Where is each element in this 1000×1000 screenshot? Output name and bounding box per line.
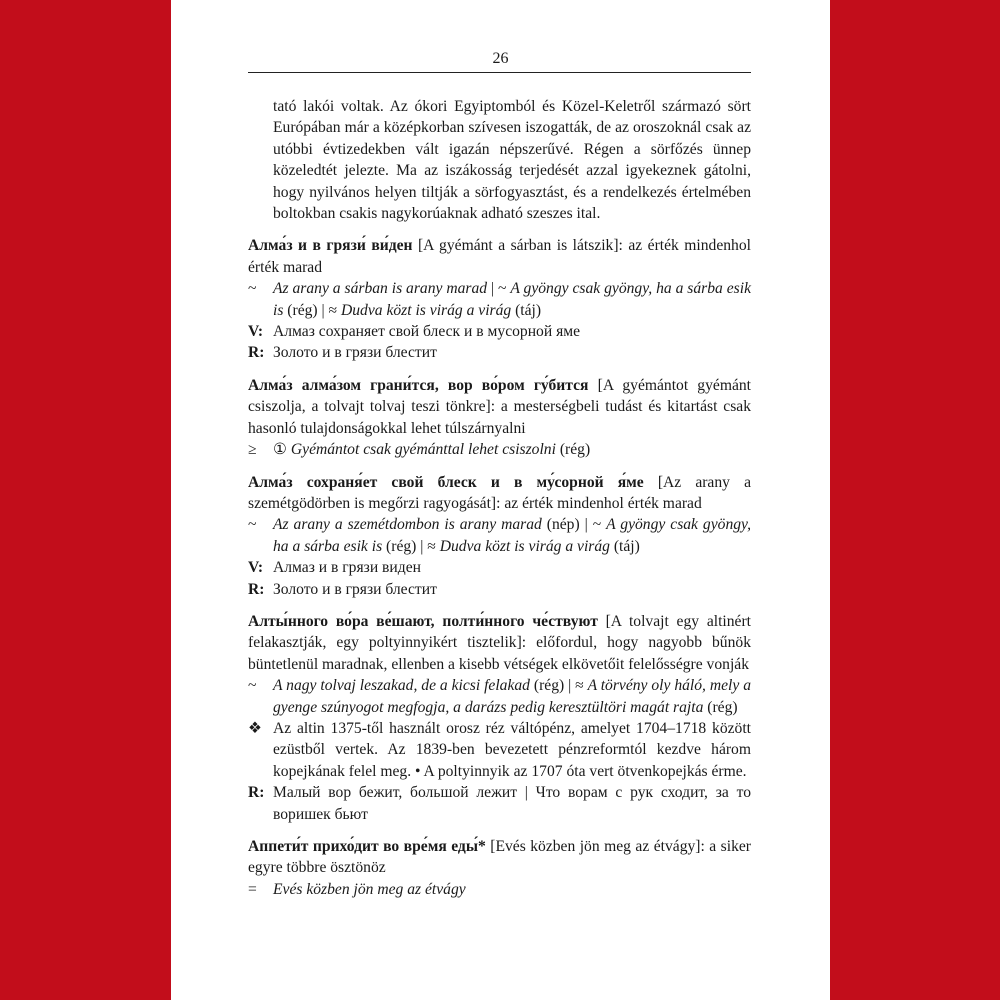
entry-line-text	[273, 557, 751, 578]
plain-text: (rég) | ≈	[529, 677, 588, 695]
italic-text: Gyémántot csak gyémánttal lehet csiszolni	[290, 441, 556, 459]
plain-text: Az altin 1375-től használt orosz réz váltópénz, amelyet 1704–1718 között ezüstből vertek. Az 1839-ben bevezetett pénzreformtól kezdve három kopejkának felel meg. • A poltyinnyik az 1707 óta vert ötvenkopejkás érme.	[273, 719, 751, 780]
entry-definition: [Evés közben jön meg az étvágy]: a siker egyre többre ösztönöz	[248, 838, 751, 877]
plain-text: (táj)	[609, 537, 640, 555]
italic-text: Dudva közt is virág a virág	[439, 537, 610, 555]
italic-text: Evés közben jön meg az étvágy	[273, 880, 466, 898]
italic-text: Az arany a szemétdombon is arany marad	[273, 516, 542, 534]
dictionary-entry	[248, 611, 751, 825]
entry-heading	[248, 611, 751, 675]
header-rule	[248, 72, 751, 73]
entry-line	[248, 278, 751, 321]
plain-text: (rég)	[703, 698, 738, 716]
entry-line-text	[273, 439, 751, 460]
dictionary-entry	[248, 375, 751, 461]
plain-text: ①	[273, 441, 291, 459]
entry-headword: Алма́з сохраня́ет свой блеск и в му́сорной я́ме	[248, 473, 644, 491]
dictionary-entry	[248, 836, 751, 900]
entry-line	[248, 879, 751, 900]
entry-line	[248, 321, 751, 342]
italic-text: Dudva közt is virág a virág	[340, 301, 512, 319]
entry-line	[248, 718, 751, 782]
plain-text: (nép) | ~	[541, 516, 607, 534]
plain-text: Золото и в грязи блестит	[273, 580, 437, 598]
entry-definition: [A gyémánt a sárban is látszik]: az érték mindenhol érték marad	[248, 237, 751, 276]
entry-line-text	[273, 321, 751, 342]
entry-line-marker: ≥	[248, 441, 257, 459]
plain-text: Алмаз сохраняет свой блеск и в мусорной яме	[273, 323, 581, 341]
plain-text: (táj)	[511, 301, 542, 319]
plain-text: | ~	[487, 280, 511, 298]
entry-headword: Алты́нного во́ра ве́шают, полти́нного че́ствуют	[248, 612, 598, 630]
entry-line-text	[273, 879, 751, 900]
plain-text: Малый вор бежит, большой лежит | Что ворам с рук сходит, за то воришек бьют	[273, 784, 751, 823]
entry-heading	[248, 836, 751, 879]
plain-text: (rég)	[555, 441, 591, 459]
entry-definition: [A tolvajt egy altinért felakasztják, egy poltyinnyikért tisztelik]: előfordul, hogy nagyobb bűnök büntetlenül maradnak, ellenben a kisebb vétségek elkövetőit felelősségre vonják	[248, 612, 751, 673]
italic-text: A gyöngy csak gyöngy, ha a sárba esik is	[273, 516, 752, 555]
entry-line	[248, 514, 751, 557]
plain-text: (rég) | ≈	[283, 301, 341, 319]
entry-line-text	[273, 514, 751, 557]
italic-text: A nagy tolvaj leszakad, de a kicsi felakad	[273, 677, 530, 695]
entry-line-marker: V:	[248, 559, 264, 577]
entry-heading	[248, 235, 751, 278]
entry-line	[248, 579, 751, 600]
dictionary-entry	[248, 472, 751, 600]
entry-line-marker: ~	[248, 280, 257, 298]
entry-headword: Алма́з алма́зом грани́тся, вор во́ром гу́бится	[248, 376, 589, 394]
entry-line-marker: V:	[248, 323, 264, 341]
dictionary-entry	[248, 235, 751, 363]
italic-text: A törvény oly háló, mely a gyenge szúnyogot megfogja, a darázs pedig keresztültöri magát rajta	[273, 677, 751, 716]
page-number: 26	[492, 50, 509, 67]
entry-heading	[248, 472, 751, 515]
entry-line-marker: ~	[248, 677, 257, 695]
plain-text: (rég) | ≈	[382, 537, 440, 555]
entry-line-marker: R:	[248, 344, 265, 362]
entry-headword: Алма́з и в грязи́ ви́ден	[248, 237, 413, 255]
entry-line	[248, 439, 751, 460]
entry-line-text	[273, 675, 751, 718]
entry-definition: [Az arany a szemétgödörben is megőrzi ragyogását]: az érték mindenhol érték marad	[248, 473, 751, 512]
entry-definition: [A gyémántot gyémánt csiszolja, a tolvajt tolvaj teszi tönkre]: a mesterségbeli tudást és kitartást csak hasonló tulajdonságokkal lehet túlszárnyalni	[248, 376, 751, 437]
entry-line-text	[273, 342, 751, 363]
entry-line-marker: R:	[248, 784, 265, 802]
page-content	[248, 96, 751, 911]
entry-heading	[248, 375, 751, 439]
entry-line-text	[273, 278, 751, 321]
entry-line	[248, 782, 751, 825]
entry-line-text	[273, 782, 751, 825]
dictionary-entries	[248, 235, 751, 900]
book-page	[171, 0, 830, 1000]
entry-line	[248, 342, 751, 363]
entry-line-text	[273, 579, 751, 600]
entry-line-text	[273, 718, 751, 782]
italic-text: A gyöngy csak gyöngy, ha a sárba esik is	[273, 280, 751, 319]
entry-line	[248, 557, 751, 578]
entry-line	[248, 675, 751, 718]
italic-text: Az arany a sárban is arany marad	[273, 280, 488, 298]
plain-text: Золото и в грязи блестит	[273, 344, 437, 362]
entry-line-marker: R:	[248, 580, 265, 598]
entry-line-marker: ~	[248, 516, 257, 534]
plain-text: Алмаз и в грязи виден	[273, 559, 421, 577]
entry-headword: Аппети́т прихо́дит во вре́мя еды́*	[248, 838, 486, 855]
entry-line-marker: =	[248, 880, 257, 898]
intro-paragraph: tató lakói voltak. Az ókori Egyiptomból és Közel-Keletről származó sört Európában már a középkorban szívesen iszogatták, de az oroszoknál csak az utóbbi évtizedekben vált igazán népszerűvé. Régen a sörfőzés ünnep közeledtét jelezte. Ma az iszákosság terjedését azzal igyekeznek gátolni, hogy nyilvános helyen tiltják a sörfogyasztást, és a rendelkezés értelmében boltokban csakis nagykorúaknak adható szeszes ital.	[273, 98, 751, 223]
entry-line-marker: ❖	[248, 719, 262, 737]
